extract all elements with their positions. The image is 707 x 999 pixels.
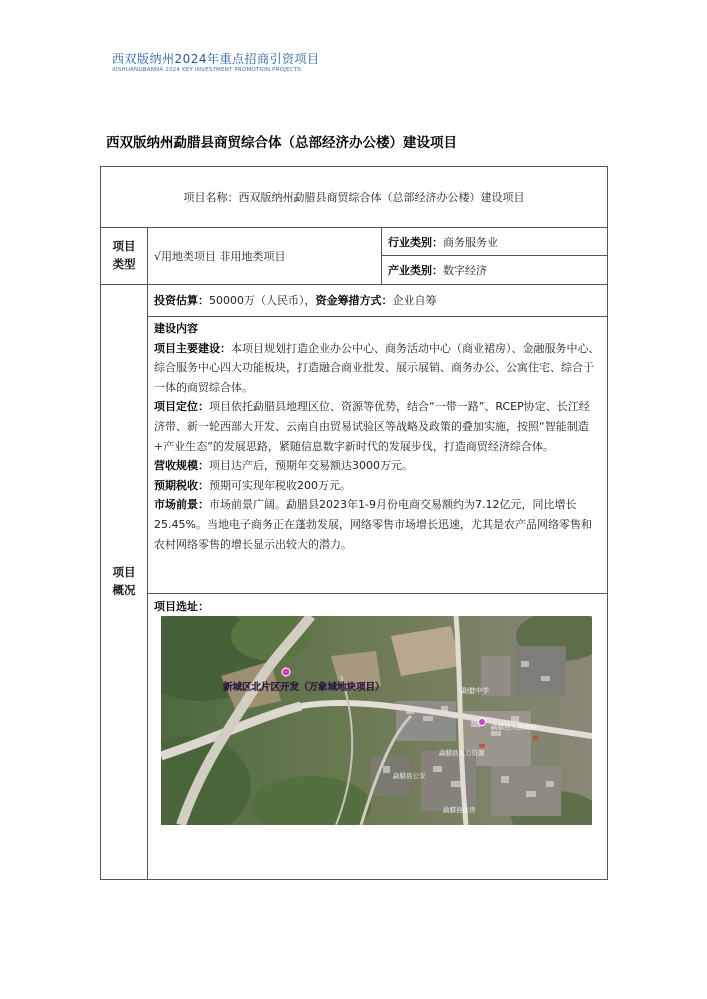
construction-content xyxy=(154,319,600,554)
positioning-label: 项目定位： xyxy=(154,400,209,414)
site-satellite-map xyxy=(161,616,592,825)
project-type-label: 项目类型 xyxy=(112,239,136,271)
map-label-school: 勐腊中学 xyxy=(461,687,489,695)
land-use-options: √用地类项目 非用地类项目 xyxy=(154,250,286,263)
map-label-hr: 勐腊县人力资源 xyxy=(439,749,485,757)
industry-category xyxy=(388,234,498,250)
sector-category xyxy=(388,262,487,278)
project-positioning xyxy=(154,397,600,456)
map-label-police: 勐腊县公安 xyxy=(393,772,426,780)
main-construction xyxy=(154,339,600,398)
market-text: 市场前景广阔。勐腊县2023年1-9月份电商交易额约为7.12亿元，同比增长25.45%。当地电子商务正在蓬勃发展，网络零售市场增长迅速，尤其是农产品网络零售和农村网络零售的增长显示出较大的潜力。 xyxy=(154,498,592,551)
industry-value: 商务服务业 xyxy=(443,236,498,249)
map-label-housing: 勐腊县住房 xyxy=(443,806,476,814)
document-title: 西双版纳州勐腊县商贸综合体（总部经济办公楼）建设项目 xyxy=(106,135,457,151)
overview-label: 项目概况 xyxy=(112,565,136,597)
industry-label: 行业类别： xyxy=(388,236,443,249)
funding-label: 资金筹措方式： xyxy=(315,294,393,307)
project-name-row: 项目名称：西双版纳州勐腊县商贸综合体（总部经济办公楼）建设项目 xyxy=(183,191,525,204)
sector-label: 产业类别： xyxy=(388,264,443,277)
construction-heading: 建设内容 xyxy=(154,322,198,335)
tax-text: 预期可实现年税收200万元。 xyxy=(209,478,351,492)
investment-row xyxy=(154,292,437,308)
main-construction-text: 本项目规划打造企业办公中心、商务活动中心（商业裙房）、金融服务中心、综合服务中心四大功能板块，打造融合商业批发、展示展销、商务办公、公寓住宅、综合于一体的商贸综合体。 xyxy=(154,341,600,394)
tax-label: 预期税收： xyxy=(154,478,209,492)
positioning-text: 项目依托勐腊县地理区位、资源等优势，结合“一带一路”、RCEP协定、长江经济带、新一轮西部大开发、云南自由贸易试验区等战略及政策的叠加实施，按照“智能制造+产业生态”的发展思路，紧随信息数字新时代的发展步伐，打造商贸经济综合体。 xyxy=(154,400,590,453)
investment-label: 投资估算： xyxy=(154,294,209,307)
expected-tax xyxy=(154,476,600,496)
map-label-government: 勐腊县人民政府 xyxy=(491,723,537,731)
funding-value: 企业自筹 xyxy=(392,294,437,307)
sector-value: 数字经济 xyxy=(443,264,487,277)
site-label: 项目选址： xyxy=(154,600,209,613)
investment-value: 50000万（人民币）， xyxy=(209,294,316,307)
revenue-text: 项目达产后，预期年交易额达3000万元。 xyxy=(209,459,413,473)
project-table xyxy=(100,166,608,880)
page-header xyxy=(112,52,320,73)
market-label: 市场前景： xyxy=(154,498,209,512)
main-construction-label: 项目主要建设： xyxy=(154,341,231,355)
header-title-cn: 西双版纳州2024年重点招商引资项目 xyxy=(112,52,320,66)
revenue-label: 营收规模： xyxy=(154,459,209,473)
header-title-en: XISHUANGBANNA 2024 KEY INVESTMENT PROMOTION PROJECTS xyxy=(112,67,302,73)
market-prospect xyxy=(154,495,600,554)
revenue-scale xyxy=(154,456,600,476)
map-label-main: 新城区北片区开发（万象城地块项目） xyxy=(223,682,385,693)
